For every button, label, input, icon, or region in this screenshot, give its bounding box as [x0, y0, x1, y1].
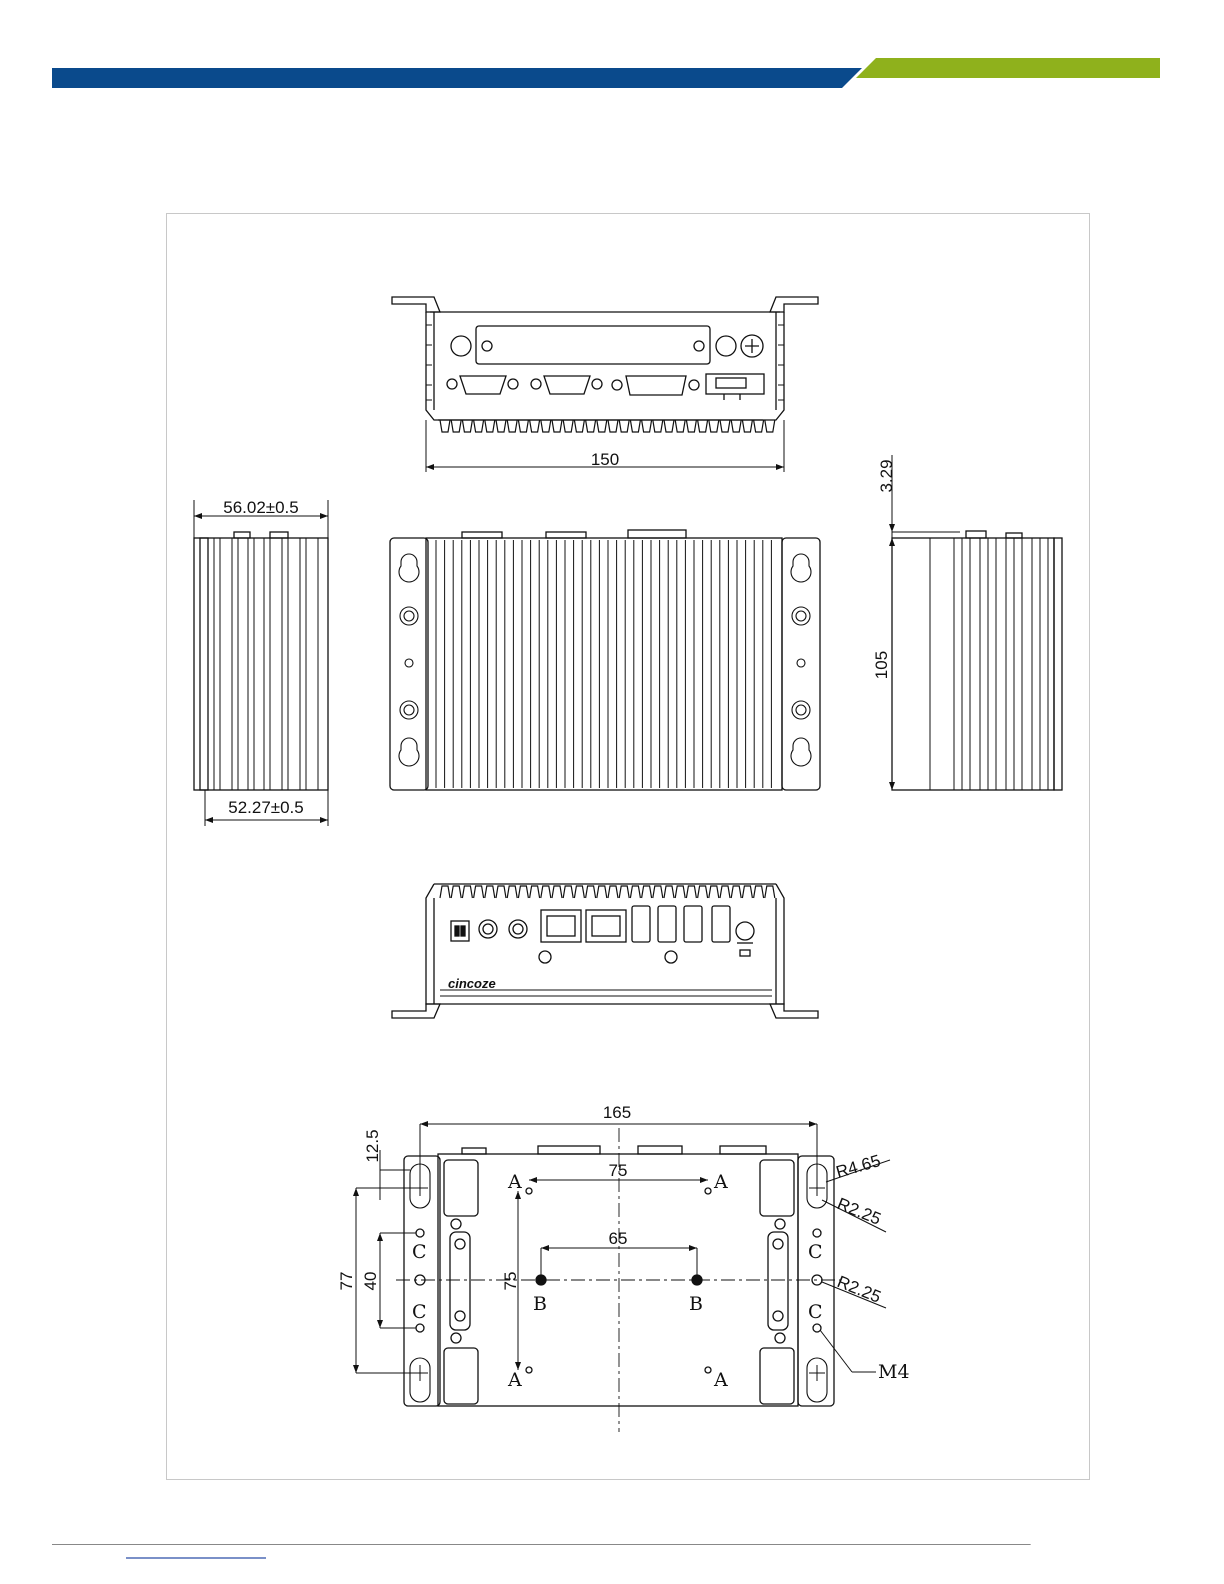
hole-label-c-1: C [412, 1241, 427, 1263]
main-view [390, 530, 820, 790]
dim-label-12-5: 12.5 [363, 1129, 382, 1163]
front-view [392, 884, 818, 1018]
hole-label-a-3: A [508, 1369, 522, 1391]
mount-hole-inner [796, 705, 806, 715]
hole-label-c-2: C [412, 1301, 427, 1323]
dim-label-105: 105 [872, 650, 891, 680]
mount-hole [792, 607, 810, 625]
dim-label-56: 56.02±0.5 [223, 498, 299, 517]
radius-label-2-25-mid: R2.25 [834, 1272, 884, 1307]
hole-label-a-1: A [508, 1171, 522, 1193]
thread-label-m4: M4 [878, 1361, 910, 1383]
mount-hole [400, 701, 418, 719]
dim-label-b-65: 65 [608, 1229, 628, 1248]
mount-hole-small [405, 659, 413, 667]
hole-label-c-4: C [808, 1301, 823, 1323]
side-view-right [889, 455, 1062, 790]
hole-label-b-1: B [533, 1293, 547, 1315]
hole-label-c-3: C [808, 1241, 823, 1263]
dim-label-150: 150 [590, 450, 620, 469]
keyhole-slot [399, 738, 419, 766]
mount-hole-inner [404, 611, 414, 621]
dim-label-vertical-75: 75 [501, 1271, 520, 1291]
keyhole-slot [791, 738, 811, 766]
mount-hole [400, 607, 418, 625]
dim-label-52: 52.27±0.5 [228, 798, 304, 817]
keyhole-slot [399, 554, 419, 582]
hole-label-b-2: B [689, 1293, 703, 1315]
mount-hole-inner [796, 611, 806, 621]
radius-label-4-65: R4.65 [833, 1151, 883, 1182]
top-view [392, 297, 818, 472]
dim-label-40: 40 [361, 1271, 380, 1291]
dim-label-165: 165 [602, 1103, 632, 1122]
keyhole-slot [791, 554, 811, 582]
hole-label-a-4: A [714, 1369, 728, 1391]
brand-logo: cincoze [448, 976, 496, 991]
hole-label-a-2: A [714, 1171, 728, 1193]
mount-hole-inner [404, 705, 414, 715]
dim-label-77: 77 [337, 1271, 356, 1291]
dim-label-3-29: 3.29 [877, 459, 896, 493]
dim-label-a-75: 75 [608, 1161, 628, 1180]
footer-rule [0, 1544, 1224, 1584]
mount-hole [792, 701, 810, 719]
radius-label-2-25-top: R2.25 [834, 1194, 884, 1229]
mount-hole-small [797, 659, 805, 667]
side-view-left [194, 500, 328, 826]
